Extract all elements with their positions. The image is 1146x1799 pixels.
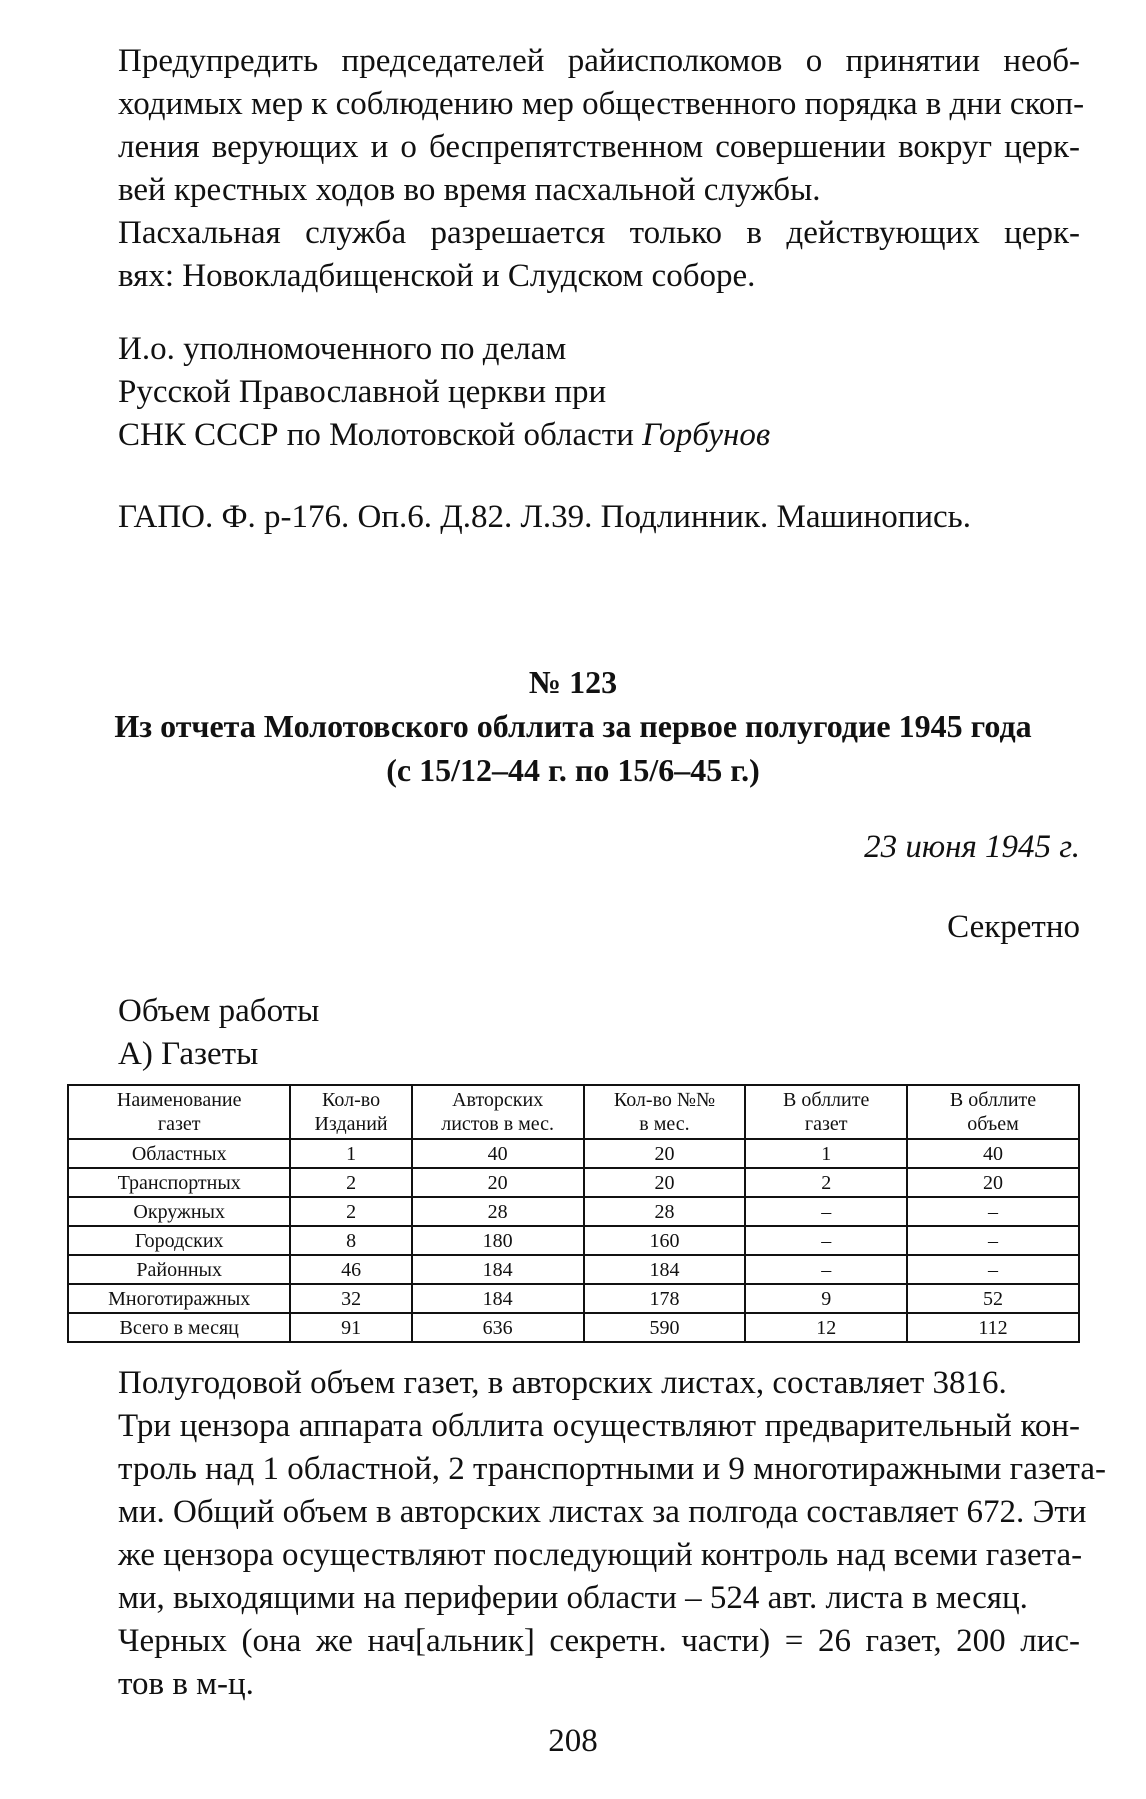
- bottom-paragraph-2: [118, 1405, 1106, 1620]
- table-cell: –: [745, 1226, 907, 1255]
- table-cell: 20: [907, 1168, 1079, 1197]
- text-line: Полугодовой объем газет, в авторских листах, составляет 3816.: [118, 1365, 1007, 1401]
- table-cell: 20: [584, 1168, 746, 1197]
- table-cell: 28: [584, 1197, 746, 1226]
- table-cell: Городских: [68, 1226, 290, 1255]
- table-cell: 52: [907, 1284, 1079, 1313]
- bottom-paragraph-1: [118, 1362, 1080, 1405]
- table-row: [68, 1168, 1079, 1197]
- text-line: же цензора осуществляют последующий контроль над всеми газета-: [118, 1537, 1083, 1573]
- signature-name: Горбунов: [642, 417, 771, 453]
- table-row: [68, 1226, 1079, 1255]
- table-cell: Областных: [68, 1139, 290, 1168]
- table-cell: Окружных: [68, 1197, 290, 1226]
- table-cell: 160: [584, 1226, 746, 1255]
- table-row: [68, 1255, 1079, 1284]
- document-number: № 123: [528, 664, 618, 700]
- document-date: 23 июня 1945 г.: [864, 829, 1080, 865]
- table-cell: Всего в месяц: [68, 1313, 290, 1342]
- column-header: В обллите объем: [907, 1085, 1079, 1139]
- table-cell: 180: [412, 1226, 584, 1255]
- table-cell: 178: [584, 1284, 746, 1313]
- table-cell: –: [907, 1226, 1079, 1255]
- text-line: Пасхальная служба разрешается только в действующих церк-: [118, 215, 1080, 251]
- table-cell: 184: [584, 1255, 746, 1284]
- classification-label: Секретно: [947, 909, 1080, 945]
- text-line: Предупредить председателей райисполкомов о принятии необ-: [118, 43, 1080, 79]
- table-cell: 590: [584, 1313, 746, 1342]
- table-cell: –: [907, 1255, 1079, 1284]
- table-cell: Районных: [68, 1255, 290, 1284]
- section-subheading: А) Газеты: [118, 1036, 259, 1072]
- table-header-row: [68, 1085, 1079, 1139]
- table-cell: –: [745, 1197, 907, 1226]
- table-row: [68, 1284, 1079, 1313]
- text-line: троль над 1 областной, 2 транспортными и 9 многотиражными газета-: [118, 1451, 1106, 1487]
- table-cell: 8: [290, 1226, 411, 1255]
- document-title-line-2: (с 15/12–44 г. по 15/6–45 г.): [386, 752, 760, 788]
- archive-source: ГАПО. Ф. р-176. Оп.6. Д.82. Л.39. Подлинник. Машинопись.: [118, 499, 971, 535]
- table-cell: 40: [907, 1139, 1079, 1168]
- text-line: ления верующих и о беспрепятственном совершении вокруг церк-: [118, 129, 1080, 165]
- table-cell: Многотиражных: [68, 1284, 290, 1313]
- column-header: Кол-во №№ в мес.: [584, 1085, 746, 1139]
- table-cell: 184: [412, 1284, 584, 1313]
- newspapers-table: [67, 1084, 1080, 1343]
- signature-line: Русской Православной церкви при: [118, 374, 607, 410]
- text-line: ми, выходящими на периферии области – 524 авт. листа в месяц.: [118, 1580, 1028, 1616]
- table-row: [68, 1139, 1079, 1168]
- document-title-line-1: Из отчета Молотовского обллита за первое полугодие 1945 года: [114, 708, 1032, 744]
- text-line: ми. Общий объем в авторских листах за полгода составляет 672. Эти: [118, 1494, 1087, 1530]
- table-cell: 32: [290, 1284, 411, 1313]
- text-line: вей крестных ходов во время пасхальной службы.: [118, 172, 821, 208]
- table-cell: 112: [907, 1313, 1079, 1342]
- table-row: [68, 1197, 1079, 1226]
- section-heading: Объем работы: [118, 993, 320, 1029]
- table-cell: 28: [412, 1197, 584, 1226]
- signature-position: СНК СССР по Молотовской области: [118, 417, 643, 453]
- table-cell: 91: [290, 1313, 411, 1342]
- signature-block: [118, 328, 770, 457]
- table-cell: 636: [412, 1313, 584, 1342]
- table-cell: 20: [584, 1139, 746, 1168]
- text-line: вях: Новокладбищенской и Слудском соборе.: [118, 258, 756, 294]
- table-cell: 2: [290, 1168, 411, 1197]
- column-header: Авторских листов в мес.: [412, 1085, 584, 1139]
- column-header: Кол-во Изданий: [290, 1085, 411, 1139]
- table-cell: 184: [412, 1255, 584, 1284]
- table-cell: 20: [412, 1168, 584, 1197]
- table-cell: –: [745, 1255, 907, 1284]
- table-cell: 40: [412, 1139, 584, 1168]
- text-line: Три цензора аппарата обллита осуществляют предварительный кон-: [118, 1408, 1080, 1444]
- column-header: В обллите газет: [745, 1085, 907, 1139]
- text-line: ходимых мер к соблюдению мер общественного порядка в дни скоп-: [118, 86, 1085, 122]
- top-paragraph-1: [118, 40, 1085, 212]
- text-line: тов в м-ц.: [118, 1666, 254, 1702]
- text-line: Черных (она же нач[альник] секретн. части) = 26 газет, 200 лис-: [118, 1623, 1080, 1659]
- table-total-row: [68, 1313, 1079, 1342]
- table-cell: 46: [290, 1255, 411, 1284]
- table-cell: 1: [290, 1139, 411, 1168]
- signature-line: [118, 414, 770, 457]
- column-header: Наименование газет: [68, 1085, 290, 1139]
- bottom-paragraph-3: [118, 1620, 1080, 1706]
- table-cell: Транспортных: [68, 1168, 290, 1197]
- page-number: 208: [548, 1723, 598, 1759]
- table-cell: 9: [745, 1284, 907, 1313]
- table-cell: 2: [290, 1197, 411, 1226]
- table-cell: 2: [745, 1168, 907, 1197]
- signature-line: И.о. уполномоченного по делам: [118, 331, 567, 367]
- table-cell: –: [907, 1197, 1079, 1226]
- table-cell: 1: [745, 1139, 907, 1168]
- top-paragraph-2: [118, 212, 1080, 298]
- table-cell: 12: [745, 1313, 907, 1342]
